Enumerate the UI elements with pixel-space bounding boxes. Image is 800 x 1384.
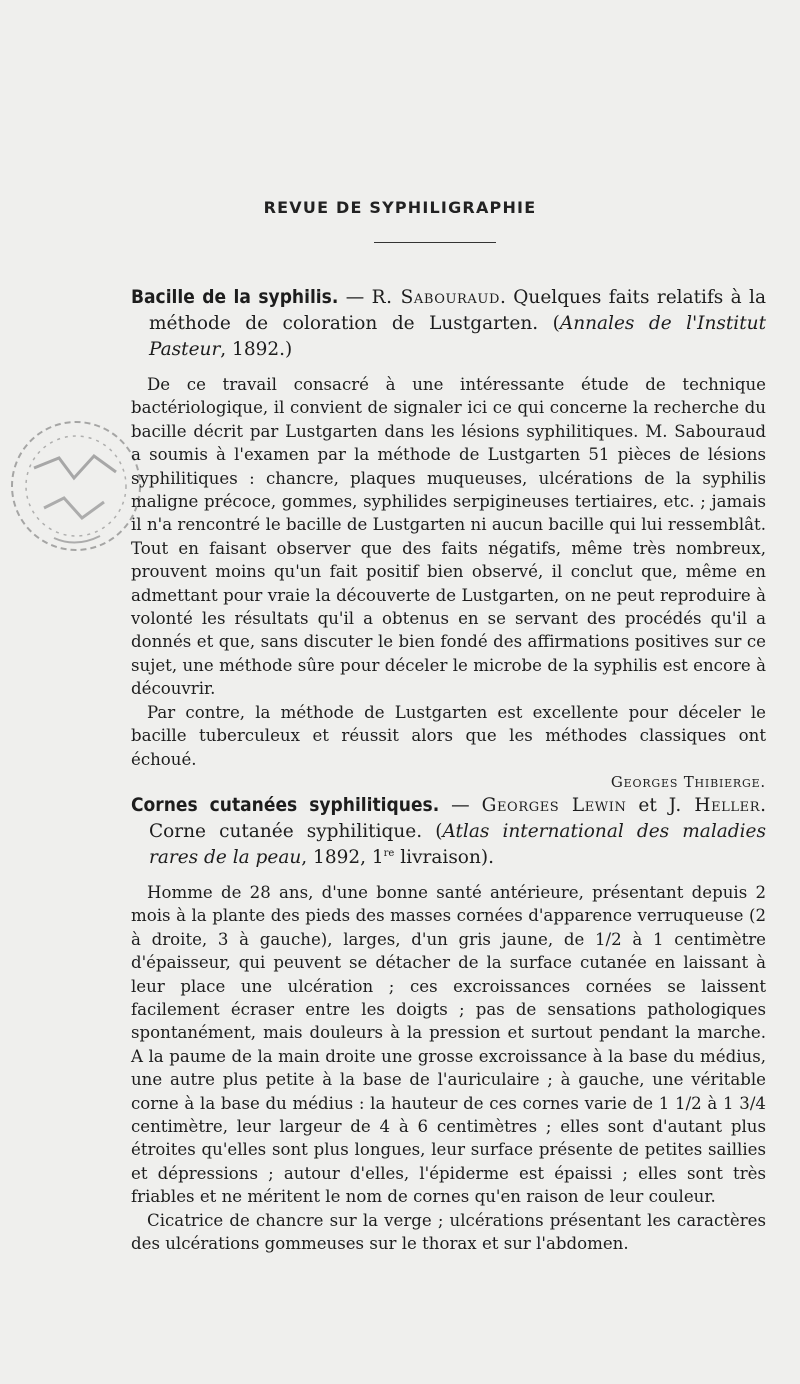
article-title: Cornes cutanées syphilitiques. [131, 794, 440, 816]
dash: — [439, 795, 482, 816]
citation-text: . Corne cutanée syphilitique. ( [149, 795, 767, 842]
journal-name: Annales de l'Institut Pasteur [149, 313, 767, 360]
paragraph: Cicatrice de chancre sur la verge ; ulcérations présentant les caractères des ulcérations gommeuses sur le thorax et sur l'abdomen. [131, 1210, 766, 1254]
superscript: re [383, 847, 395, 859]
article-author: Georges Lewin [481, 795, 627, 816]
citation-text: . Quelques faits relatifs à la méthode de coloration de Lustgarten. ( [149, 287, 767, 334]
header-rule [374, 242, 496, 243]
paragraph: Homme de 28 ans, d'une bonne santé antérieure, présentant depuis 2 mois à la plante des pieds des masses cornées d'apparence verruqueuse (2 à droite, 3 à gauche), larges, d'un gris jaune, de 1/2 à 1 centimètre d'épaisseur, qui peuvent se détacher de la surface cutanée en laissant à leur place une ulcération ; ces excroissances cornées se laissent facilement écraser entre les doigts ; pas de sensations pathologiques spontanément, mais douleurs à la pression et surtout pendant la marche. A la paume de la main droite une grosse excroissance à la base du médius, une autre plus petite à la base de l'auriculaire ; à gauche, une véritable corne à la base du médius : la hauteur de ces cornes varie de 1 1/2 à 1 3/4 centimètre, leur largeur de 4 à 6 centimètres ; elles sont d'autant plus étroites qu'elles sont plus longues, leur surface présente de petites saillies et dépressions ; autour d'elles, l'épiderme est épaissi ; elles sont très friables et ne méritent le nom de cornes qu'en raison de leur couleur. [131, 883, 766, 1207]
dash: — [338, 287, 372, 308]
section-header: REVUE DE SYPHILIGRAPHIE [263, 198, 537, 217]
citation-issue: livraison). [394, 847, 494, 868]
article-author: R. Sabouraud [371, 287, 500, 308]
article-cornes [131, 792, 766, 1256]
article-author-2: J. Heller [668, 795, 761, 816]
article-citation [131, 284, 766, 363]
article-title: Bacille de la syphilis. [131, 286, 339, 308]
journal-name: Atlas international des maladies rares de la peau [149, 821, 766, 868]
paragraph: Par contre, la méthode de Lustgarten est excellente pour déceler le bacille tuberculeux et réussit alors que les méthodes classiques ont échoué. [131, 702, 766, 769]
citation-year: , 1892.) [220, 339, 293, 360]
paragraph: De ce travail consacré à une intéressante étude de technique bactériologique, il convient de signaler ici ce qui concerne la recherche du bacille décrit par Lustgarten dans les lésions syphilitiques. M. Sabouraud a soumis à l'examen par la méthode de Lustgarten 51 pièces de lésions syphilitiques : chancre, plaques muqueuses, ulcérations de la syphilis maligne précoce, gommes, syphilides serpigineuses tertiaires, etc. ; jamais il n'a rencontré le bacille de Lustgarten ni aucun bacille qui lui ressemblât. Tout en faisant observer que des faits négatifs, même très nombreux, prouvent moins qu'un fait positif bien observé, il conclut que, même en admettant pour vraie la découverte de Lustgarten, on ne peut reproduire à volonté les résultats qu'il a obtenus en se servant des procédés qu'il a donnés et que, sans discuter le bien fondé des affirmations positives sur ce sujet, une méthode sûre pour déceler le microbe de la syphilis est encore à découvrir. [131, 375, 766, 699]
citation-year: , 1892, 1 [301, 847, 384, 868]
article-signature: Georges Thibierge. [610, 772, 766, 791]
conjunction: et [626, 795, 669, 816]
article-citation [131, 792, 766, 871]
article-bacille [131, 284, 766, 791]
